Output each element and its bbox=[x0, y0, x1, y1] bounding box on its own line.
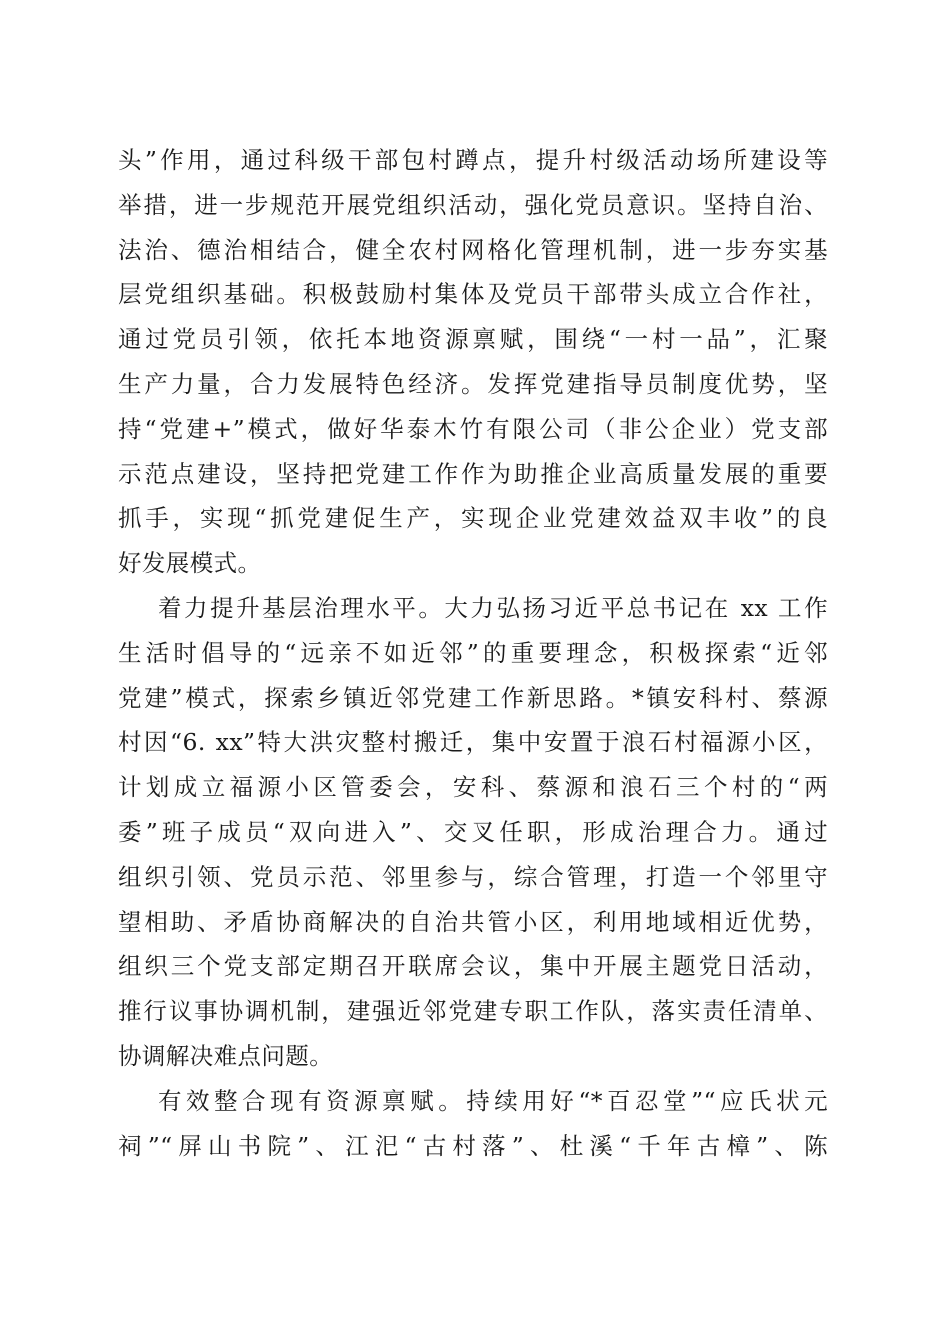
text-line: 举措，进一步规范开展党组织活动，强化党员意识。坚持自治、 bbox=[118, 190, 828, 219]
text-line: 协调解决难点问题。 bbox=[118, 1041, 334, 1070]
text-line: 法治、德治相结合，健全农村网格化管理机制，进一步夯实基 bbox=[118, 235, 828, 264]
paragraph-3 bbox=[118, 1079, 828, 1169]
text-line: 有效整合现有资源禀赋。持续用好“*百忍堂”“应氏状元 bbox=[158, 1086, 828, 1115]
text-line: 通过党员引领，依托本地资源禀赋，围绕“一村一品”，汇聚 bbox=[118, 325, 828, 354]
text-line: 好发展模式。 bbox=[118, 549, 262, 578]
paragraph-2 bbox=[118, 586, 828, 1079]
paragraph-1 bbox=[118, 138, 828, 586]
text-line: 组织引领、党员示范、邻里参与，综合管理，打造一个邻里守 bbox=[118, 862, 828, 891]
text-line: 持“党建+”模式，做好华泰木竹有限公司（非公企业）党支部 bbox=[118, 414, 828, 443]
text-line: 头”作用，通过科级干部包村蹲点，提升村级活动场所建设等 bbox=[118, 146, 828, 174]
text-line: 村因“6. xx”特大洪灾整村搬迁，集中安置于浪石村福源小区， bbox=[118, 728, 828, 757]
text-line: 望相助、矛盾协商解决的自治共管小区，利用地域相近优势， bbox=[118, 907, 828, 936]
text-line: 着力提升基层治理水平。大力弘扬习近平总书记在 xx 工作 bbox=[158, 593, 828, 622]
text-line: 示范点建设，坚持把党建工作作为助推企业高质量发展的重要 bbox=[118, 459, 828, 488]
document-page bbox=[118, 138, 828, 1168]
text-line: 推行议事协调机制，建强近邻党建专职工作队，落实责任清单、 bbox=[118, 997, 828, 1026]
text-line: 党建”模式，探索乡镇近邻党建工作新思路。*镇安科村、蔡源 bbox=[118, 683, 828, 712]
text-line: 抓手，实现“抓党建促生产，实现企业党建效益双丰收”的良 bbox=[118, 504, 828, 533]
text-line: 祠”“屏山书院”、江汜“古村落”、杜溪“千年古樟”、陈 bbox=[118, 1131, 828, 1160]
text-line: 委”班子成员“双向进入”、交叉任职，形成治理合力。通过 bbox=[118, 817, 828, 846]
text-line: 生活时倡导的“远亲不如近邻”的重要理念，积极探索“近邻 bbox=[118, 638, 828, 667]
text-line: 层党组织基础。积极鼓励村集体及党员干部带头成立合作社， bbox=[118, 280, 828, 309]
text-line: 组织三个党支部定期召开联席会议，集中开展主题党日活动， bbox=[118, 952, 828, 981]
text-line: 生产力量，合力发展特色经济。发挥党建指导员制度优势，坚 bbox=[118, 369, 828, 398]
text-line: 计划成立福源小区管委会，安科、蔡源和浪石三个村的“两 bbox=[118, 773, 828, 802]
